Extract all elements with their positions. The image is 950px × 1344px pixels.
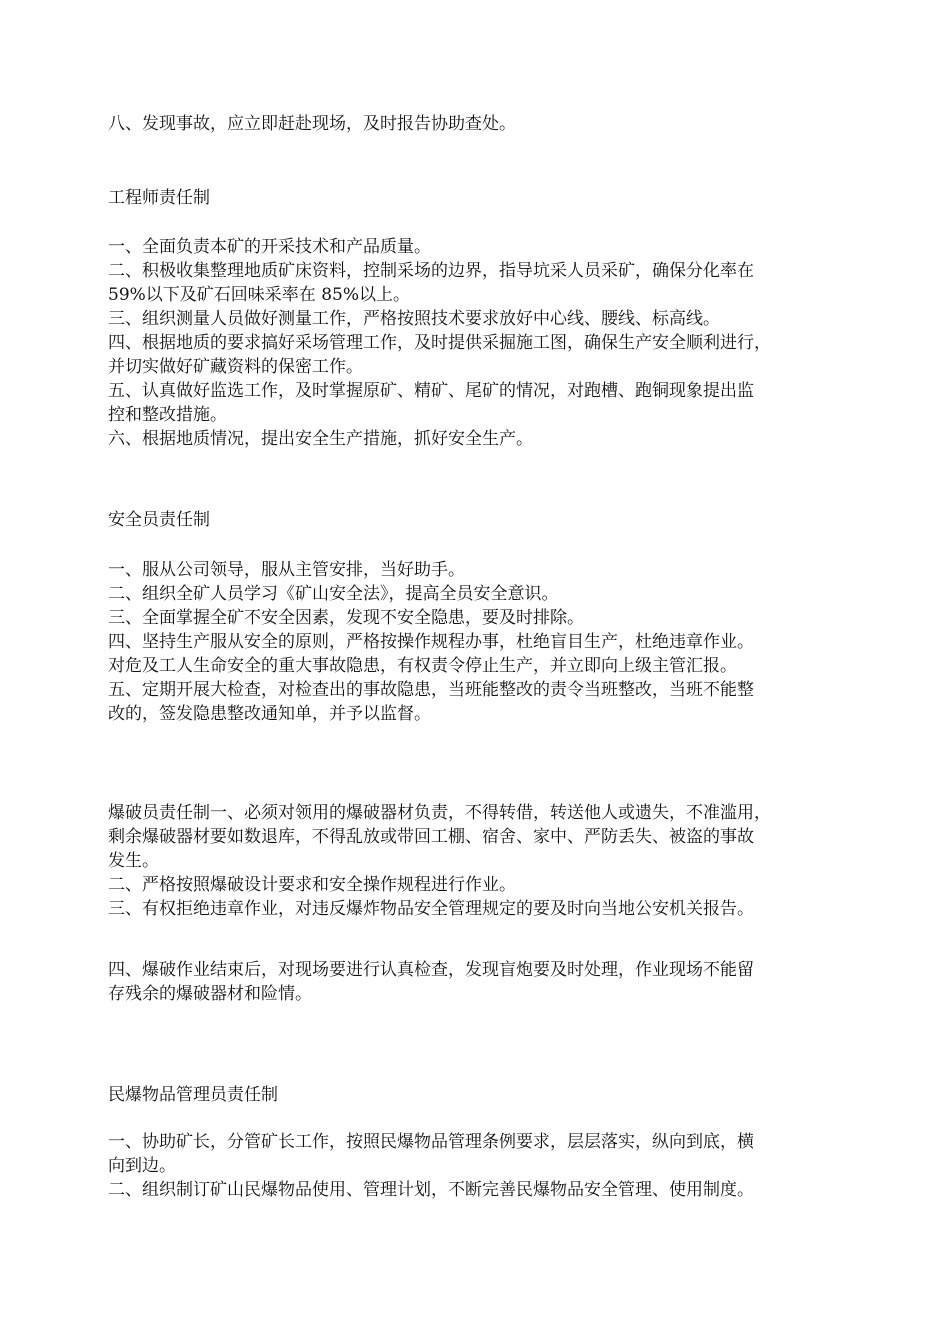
section-title: 工程师责任制 [108,188,210,208]
engineer-section-body [108,235,850,451]
paragraph-line: 二、积极收集整理地质矿床资料，控制采场的边界，指导坑采人员采矿，确保分化率在 [108,261,754,281]
paragraph-line: 五、定期开展大检查，对检查出的事故隐患，当班能整改的责令当班整改，当班不能整 [108,680,754,700]
paragraph-line: 对危及工人生命安全的重大事故隐患，有权责令停止生产，并立即向上级主管汇报。 [108,656,737,676]
explosives-manager-section-title [108,1083,850,1107]
paragraph-line: 二、组织制订矿山民爆物品使用、管理计划，不断完善民爆物品安全管理、使用制度。 [108,1180,754,1200]
paragraph-line: 改的，签发隐患整改通知单，并予以监督。 [108,704,431,724]
paragraph-line: 爆破员责任制一、必须对领用的爆破器材负责，不得转借，转送他人或遗失，不准滥用， [108,803,771,823]
paragraph-line: 一、全面负责本矿的开采技术和产品质量。 [108,237,431,257]
paragraph-line: 八、发现事故，应立即赶赴现场，及时报告协助查处。 [108,114,516,134]
paragraph-line: 三、有权拒绝违章作业，对违反爆炸物品安全管理规定的要及时向当地公安机关报告。 [108,899,754,919]
paragraph-line: 向到边。 [108,1156,176,1176]
paragraph-line: 存残余的爆破器材和险情。 [108,984,312,1004]
intro-item [108,112,850,136]
paragraph-line: 六、根据地质情况，提出安全生产措施，抓好安全生产。 [108,429,533,449]
blaster-section-body-continued [108,958,850,1006]
paragraph-line: 三、组织测量人员做好测量工作，严格按照技术要求放好中心线、腰线、标高线。 [108,309,720,329]
paragraph-line: 三、全面掌握全矿不安全因素，发现不安全隐患，要及时排除。 [108,608,584,628]
section-title: 安全员责任制 [108,510,210,530]
blaster-section-body [108,801,850,921]
section-title: 民爆物品管理员责任制 [108,1085,278,1105]
paragraph-line: 一、协助矿长，分管矿长工作，按照民爆物品管理条例要求，层层落实，纵向到底，横 [108,1132,754,1152]
engineer-section-title [108,186,850,210]
paragraph-line: 59%以下及矿石回味采率在 85%以上。 [108,285,410,305]
paragraph-line: 一、服从公司领导，服从主管安排，当好助手。 [108,560,465,580]
safety-section-body [108,558,850,726]
paragraph-line: 四、坚持生产服从安全的原则，严格按操作规程办事，杜绝盲目生产，杜绝违章作业。 [108,632,754,652]
explosives-manager-section-body [108,1130,850,1202]
paragraph-line: 四、根据地质的要求搞好采场管理工作，及时提供采掘施工图，确保生产安全顺利进行， [108,333,771,353]
safety-section-title [108,508,850,532]
paragraph-line: 二、组织全矿人员学习《矿山安全法》，提高全员安全意识。 [108,584,559,604]
paragraph-line: 二、严格按照爆破设计要求和安全操作规程进行作业。 [108,875,516,895]
paragraph-line: 剩余爆破器材要如数退库，不得乱放或带回工棚、宿舍、家中、严防丢失、被盗的事故 [108,827,754,847]
paragraph-line: 发生。 [108,851,159,871]
paragraph-line: 五、认真做好监选工作，及时掌握原矿、精矿、尾矿的情况，对跑槽、跑铜现象提出监 [108,381,754,401]
paragraph-line: 控和整改措施。 [108,405,227,425]
paragraph-line: 四、爆破作业结束后，对现场要进行认真检查，发现盲炮要及时处理，作业现场不能留 [108,960,754,980]
paragraph-line: 并切实做好矿藏资料的保密工作。 [108,357,363,377]
